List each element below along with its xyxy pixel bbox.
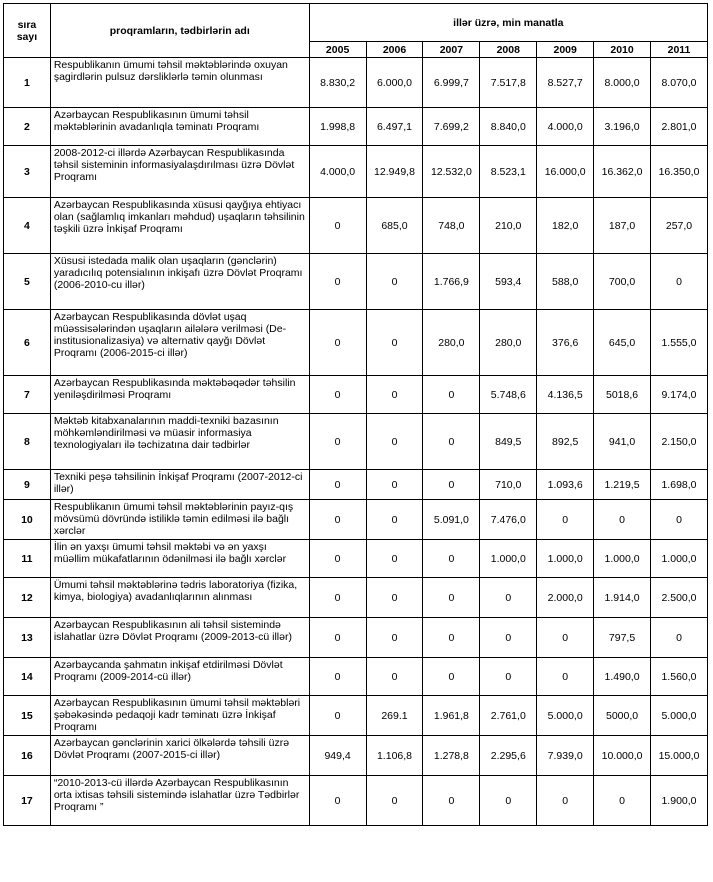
year-value: 700,0 [594,254,651,310]
header-years-group: illər üzrə, min manatla [309,4,707,42]
header-year: 2009 [537,42,594,58]
year-value: 0 [366,254,423,310]
year-value: 210,0 [480,198,537,254]
table-row [4,198,708,254]
year-value: 4.136,5 [537,376,594,414]
year-value: 1.093,6 [537,470,594,500]
year-value: 0 [423,376,480,414]
header-no: sıra sayı [4,4,51,58]
program-name: Azərbaycan gənclərinin xarici ölkələrdə təhsili üzrə Dövlət Proqramı (2007-2015-ci illər) [50,736,309,776]
table-row [4,146,708,198]
year-value: 0 [480,578,537,618]
header-year: 2006 [366,42,423,58]
table-row [4,108,708,146]
year-value: 8.840,0 [480,108,537,146]
year-value: 16.362,0 [594,146,651,198]
year-value: 8.527,7 [537,58,594,108]
year-value: 376,6 [537,310,594,376]
year-value: 0 [309,618,366,658]
program-name: Azərbaycan Respublikasında dövlət uşaq müəssisələrindən uşaqların ailələrə verilməsi (De-institusionalizasiya) və alternativ qayğı Dövlət Proqramı (2006-2015-ci illər) [50,310,309,376]
year-value: 1.914,0 [594,578,651,618]
program-name: Azərbaycan Respublikasında xüsusi qayğıya ehtiyacı olan (sağlamlıq imkanları məhdud) uşaqların təhsilinin təşkili üzrə İnkişaf Proqramı [50,198,309,254]
year-value: 0 [651,254,708,310]
year-value: 2.000,0 [537,578,594,618]
year-value: 8.523,1 [480,146,537,198]
year-value: 0 [423,618,480,658]
year-value: 0 [651,500,708,540]
year-value: 0 [366,500,423,540]
table-row [4,540,708,578]
year-value: 797,5 [594,618,651,658]
table-row [4,470,708,500]
year-value: 12.532,0 [423,146,480,198]
table-row [4,254,708,310]
year-value: 0 [423,540,480,578]
year-value: 0 [309,776,366,826]
year-value: 1.278,8 [423,736,480,776]
year-value: 0 [366,658,423,696]
year-value: 5018,6 [594,376,651,414]
program-name: Respublikanın ümumi təhsil məktəblərinin payız-qış mövsümü dövründə istiliklə təmin edilməsi ilə bağlı xərclər [50,500,309,540]
program-name: Azərbaycan Respublikasında məktəbəqədər təhsilin yeniləşdirilməsi Proqramı [50,376,309,414]
program-name: Respublikanın ümumi təhsil məktəblərində oxuyan şagirdlərin pulsuz dərsliklərlə təmin olunması [50,58,309,108]
row-number: 15 [4,696,51,736]
year-value: 257,0 [651,198,708,254]
header-year: 2008 [480,42,537,58]
year-value: 269.1 [366,696,423,736]
row-number: 2 [4,108,51,146]
year-value: 0 [309,414,366,470]
year-value: 1.961,8 [423,696,480,736]
year-value: 0 [537,776,594,826]
year-value: 0 [309,658,366,696]
row-number: 9 [4,470,51,500]
year-value: 941,0 [594,414,651,470]
year-value: 0 [480,618,537,658]
year-value: 280,0 [480,310,537,376]
year-value: 1.998,8 [309,108,366,146]
year-value: 2.761,0 [480,696,537,736]
year-value: 8.000,0 [594,58,651,108]
year-value: 588,0 [537,254,594,310]
year-value: 0 [366,376,423,414]
year-value: 710,0 [480,470,537,500]
table-row [4,58,708,108]
year-value: 1.000,0 [594,540,651,578]
year-value: 0 [651,618,708,658]
year-value: 5.000,0 [537,696,594,736]
year-value: 0 [366,578,423,618]
row-number: 11 [4,540,51,578]
year-value: 0 [366,310,423,376]
year-value: 9.174,0 [651,376,708,414]
year-value: 5.748,6 [480,376,537,414]
year-value: 0 [423,776,480,826]
table-row [4,618,708,658]
year-value: 12.949,8 [366,146,423,198]
year-value: 0 [423,658,480,696]
year-value: 849,5 [480,414,537,470]
table-row [4,578,708,618]
year-value: 1.490,0 [594,658,651,696]
row-number: 6 [4,310,51,376]
year-value: 892,5 [537,414,594,470]
year-value: 1.560,0 [651,658,708,696]
year-value: 685,0 [366,198,423,254]
row-number: 13 [4,618,51,658]
row-number: 12 [4,578,51,618]
year-value: 0 [309,470,366,500]
year-value: 2.150,0 [651,414,708,470]
year-value: 8.070,0 [651,58,708,108]
program-name: İlin ən yaxşı ümumi təhsil məktəbi və ən yaxşı müəllim mükafatlarının ödənilməsi ilə bağlı xərclər [50,540,309,578]
year-value: 5000,0 [594,696,651,736]
year-value: 0 [309,254,366,310]
year-value: 4.000,0 [537,108,594,146]
header-year: 2007 [423,42,480,58]
year-value: 0 [423,414,480,470]
year-value: 2.295,6 [480,736,537,776]
year-value: 0 [480,776,537,826]
year-value: 10.000,0 [594,736,651,776]
year-value: 0 [366,470,423,500]
year-value: 5.000,0 [651,696,708,736]
year-value: 5.091,0 [423,500,480,540]
row-number: 17 [4,776,51,826]
program-name: Xüsusi istedada malik olan uşaqların (gənclərin) yaradıcılıq potensialının inkişafı üzrə Dövlət Proqramı (2006-2010-cu illər) [50,254,309,310]
year-value: 1.900,0 [651,776,708,826]
row-number: 10 [4,500,51,540]
year-value: 1.219,5 [594,470,651,500]
year-value: 16.350,0 [651,146,708,198]
year-value: 0 [537,500,594,540]
year-value: 7.517,8 [480,58,537,108]
table-row [4,310,708,376]
year-value: 0 [537,658,594,696]
program-name: Məktəb kitabxanalarının maddi-texniki bazasının möhkəmləndirilməsi və müasir informasiya texnologiyaları ilə təchizatına dair tədbirlər [50,414,309,470]
year-value: 4.000,0 [309,146,366,198]
year-value: 0 [594,500,651,540]
year-value: 949,4 [309,736,366,776]
row-number: 14 [4,658,51,696]
row-number: 7 [4,376,51,414]
year-value: 6.000,0 [366,58,423,108]
year-value: 16.000,0 [537,146,594,198]
header-year: 2011 [651,42,708,58]
year-value: 593,4 [480,254,537,310]
year-value: 1.000,0 [651,540,708,578]
year-value: 6.497,1 [366,108,423,146]
row-number: 3 [4,146,51,198]
program-name: Ümumi təhsil məktəblərinə tədris laboratoriya (fizika, kimya, biologiya) avadanlıqlarının alınması [50,578,309,618]
program-name: Azərbaycan Respublikasının ümumi təhsil məktəbləri şəbəkəsində pedaqoji kadr təminatı üzrə İnkişaf Proqramı [50,696,309,736]
row-number: 5 [4,254,51,310]
program-name: Azərbaycan Respublikasının ümumi təhsil məktəblərinin avadanlıqla təminatı Proqramı [50,108,309,146]
year-value: 1.766,9 [423,254,480,310]
year-value: 15.000,0 [651,736,708,776]
row-number: 4 [4,198,51,254]
row-number: 8 [4,414,51,470]
year-value: 2.500,0 [651,578,708,618]
table-row [4,500,708,540]
year-value: 0 [309,376,366,414]
year-value: 0 [594,776,651,826]
program-name: “2010-2013-cü illərdə Azərbaycan Respublikasının orta ixtisas təhsili sistemində islahatlar üzrə Tədbirlər Proqramı ” [50,776,309,826]
year-value: 2.801,0 [651,108,708,146]
table-row [4,736,708,776]
year-value: 1.698,0 [651,470,708,500]
program-name: Texniki peşə təhsilinin İnkişaf Proqramı (2007-2012-ci illər) [50,470,309,500]
year-value: 0 [366,618,423,658]
year-value: 0 [309,578,366,618]
year-value: 0 [480,658,537,696]
year-value: 0 [366,414,423,470]
year-value: 748,0 [423,198,480,254]
table-row [4,414,708,470]
year-value: 6.999,7 [423,58,480,108]
year-value: 7.699,2 [423,108,480,146]
year-value: 0 [309,500,366,540]
year-value: 0 [537,618,594,658]
year-value: 0 [309,696,366,736]
header-name: proqramların, tədbirlərin adı [50,4,309,58]
year-value: 187,0 [594,198,651,254]
program-name: Azərbaycan Respublikasının ali təhsil sistemində islahatlar üzrə Dövlət Proqramı (2009-2013-cü illər) [50,618,309,658]
table-row [4,696,708,736]
header-year: 2010 [594,42,651,58]
year-value: 7.476,0 [480,500,537,540]
program-name: Azərbaycanda şahmatın inkişaf etdirilməsi Dövlət Proqramı (2009-2014-cü illər) [50,658,309,696]
year-value: 1.106,8 [366,736,423,776]
row-number: 1 [4,58,51,108]
year-value: 280,0 [423,310,480,376]
header-year: 2005 [309,42,366,58]
year-value: 0 [366,540,423,578]
year-value: 645,0 [594,310,651,376]
table-row [4,658,708,696]
year-value: 0 [309,198,366,254]
year-value: 1.000,0 [480,540,537,578]
year-value: 3.196,0 [594,108,651,146]
programs-table [3,3,708,826]
year-value: 0 [423,470,480,500]
table-row [4,776,708,826]
program-name: 2008-2012-ci illərdə Azərbaycan Respublikasında təhsil sisteminin informasiyalaşdırılması üzrə Dövlət Proqramı [50,146,309,198]
year-value: 1.000,0 [537,540,594,578]
year-value: 8.830,2 [309,58,366,108]
year-value: 7.939,0 [537,736,594,776]
year-value: 0 [366,776,423,826]
row-number: 16 [4,736,51,776]
year-value: 0 [423,578,480,618]
table-row [4,376,708,414]
year-value: 182,0 [537,198,594,254]
year-value: 1.555,0 [651,310,708,376]
year-value: 0 [309,310,366,376]
year-value: 0 [309,540,366,578]
